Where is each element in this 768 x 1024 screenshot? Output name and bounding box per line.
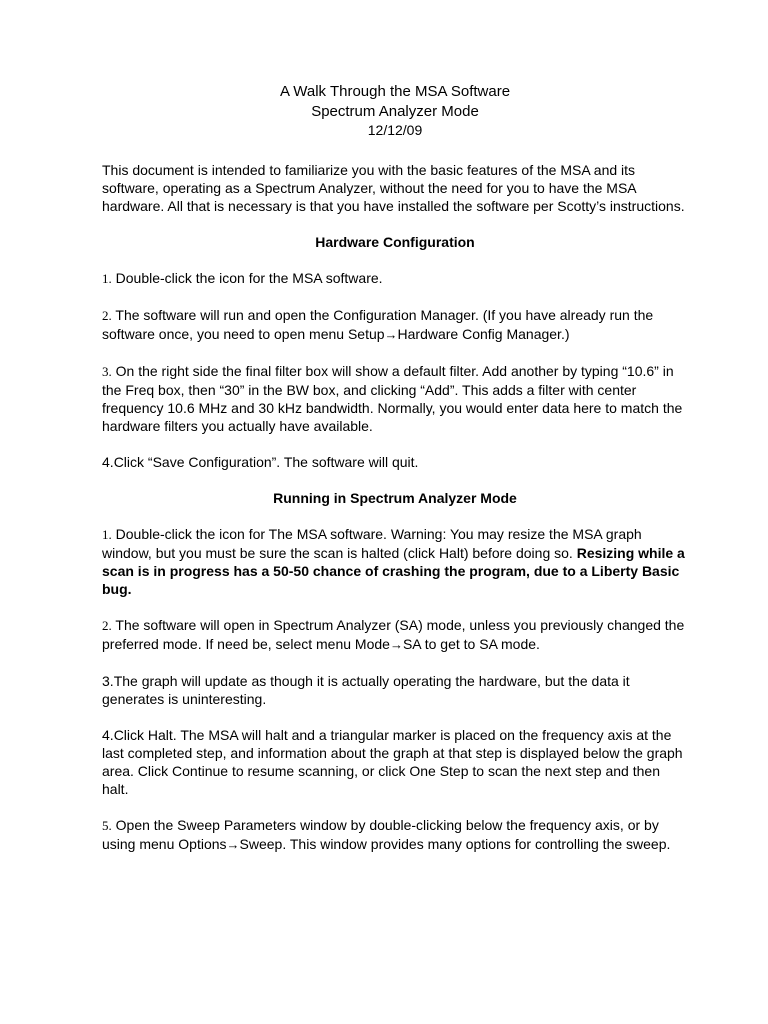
step-paragraph	[102, 726, 688, 798]
step-text: Double-click the icon for the MSA software.	[115, 270, 383, 286]
step-paragraph	[102, 362, 688, 435]
step-text-continued: SA to get to SA mode.	[402, 636, 540, 652]
intro-paragraph: This document is intended to familiarize you with the basic features of the MSA and its software, operating as a Spectrum Analyzer, without the need for you to have the MSA hardware. All that is necessary is that you have installed the software per Scotty’s instructions.	[102, 162, 685, 214]
step-number: 4.	[102, 454, 114, 470]
step-text: Double-click the icon for The MSA software. Warning: You may resize the MSA graph window, but you must be sure the scan is halted (click Halt) before doing so.	[102, 526, 642, 561]
section-heading-running-spectrum-analyzer: Running in Spectrum Analyzer Mode	[273, 490, 517, 506]
step-paragraph	[102, 525, 688, 598]
right-arrow-icon: →	[389, 637, 403, 652]
step-number: 5.	[102, 818, 112, 833]
document-date: 12/12/09	[367, 122, 423, 138]
document-subtitle: Spectrum Analyzer Mode	[311, 103, 479, 120]
step-text: The graph will update as though it is actually operating the hardware, but the data it generates is uninteresting.	[102, 673, 630, 707]
step-paragraph	[102, 616, 688, 654]
step-text: Open the Sweep Parameters window by double-clicking below the frequency axis, or by using menu Options	[102, 817, 659, 852]
step-number: 1.	[102, 271, 112, 286]
warning-text: Resizing while a scan is in progress has a 50-50 chance of crashing the program, due to a Liberty Basic bug.	[102, 545, 685, 597]
step-number: 1.	[102, 527, 112, 542]
section-heading-hardware-configuration: Hardware Configuration	[315, 234, 475, 250]
title-block	[102, 82, 688, 139]
document-title: A Walk Through the MSA Software	[279, 83, 511, 100]
step-paragraph	[102, 816, 688, 854]
step-text: On the right side the final filter box will show a default filter. Add another by typing “10.6” in the Freq box, then “30” in the BW box, and clicking “Add”. This adds a filter with center frequency 10.6 MHz and 30 kHz bandwidth. Normally, you would enter data here to match the hardware filters you actually have available.	[102, 363, 683, 434]
step-number: 3.	[102, 364, 112, 379]
step-text: Click “Save Configuration”. The software will quit.	[113, 454, 419, 470]
step-paragraph	[102, 453, 688, 471]
step-text-continued: Hardware Config Manager.)	[397, 326, 570, 342]
step-paragraph	[102, 306, 688, 344]
step-number: 3.	[102, 673, 114, 689]
step-paragraph	[102, 672, 688, 708]
right-arrow-icon: →	[226, 837, 240, 852]
step-text-continued: Sweep. This window provides many options for controlling the sweep.	[239, 836, 671, 852]
step-number: 2.	[102, 618, 112, 633]
step-text: Click Halt. The MSA will halt and a triangular marker is placed on the frequency axis at the last completed step, and information about the graph at that step is displayed below the graph area. Click Continue to resume scanning, or click One Step to scan the next step and then halt.	[102, 727, 683, 797]
right-arrow-icon: →	[384, 327, 398, 342]
step-number: 4.	[102, 727, 114, 743]
step-paragraph	[102, 269, 688, 288]
step-text: The software will run and open the Configuration Manager. (If you have already run the software once, you need to open menu Setup	[102, 307, 654, 342]
step-number: 2.	[102, 308, 112, 323]
step-text: The software will open in Spectrum Analyzer (SA) mode, unless you previously changed the preferred mode. If need be, select menu Mode	[102, 617, 685, 652]
